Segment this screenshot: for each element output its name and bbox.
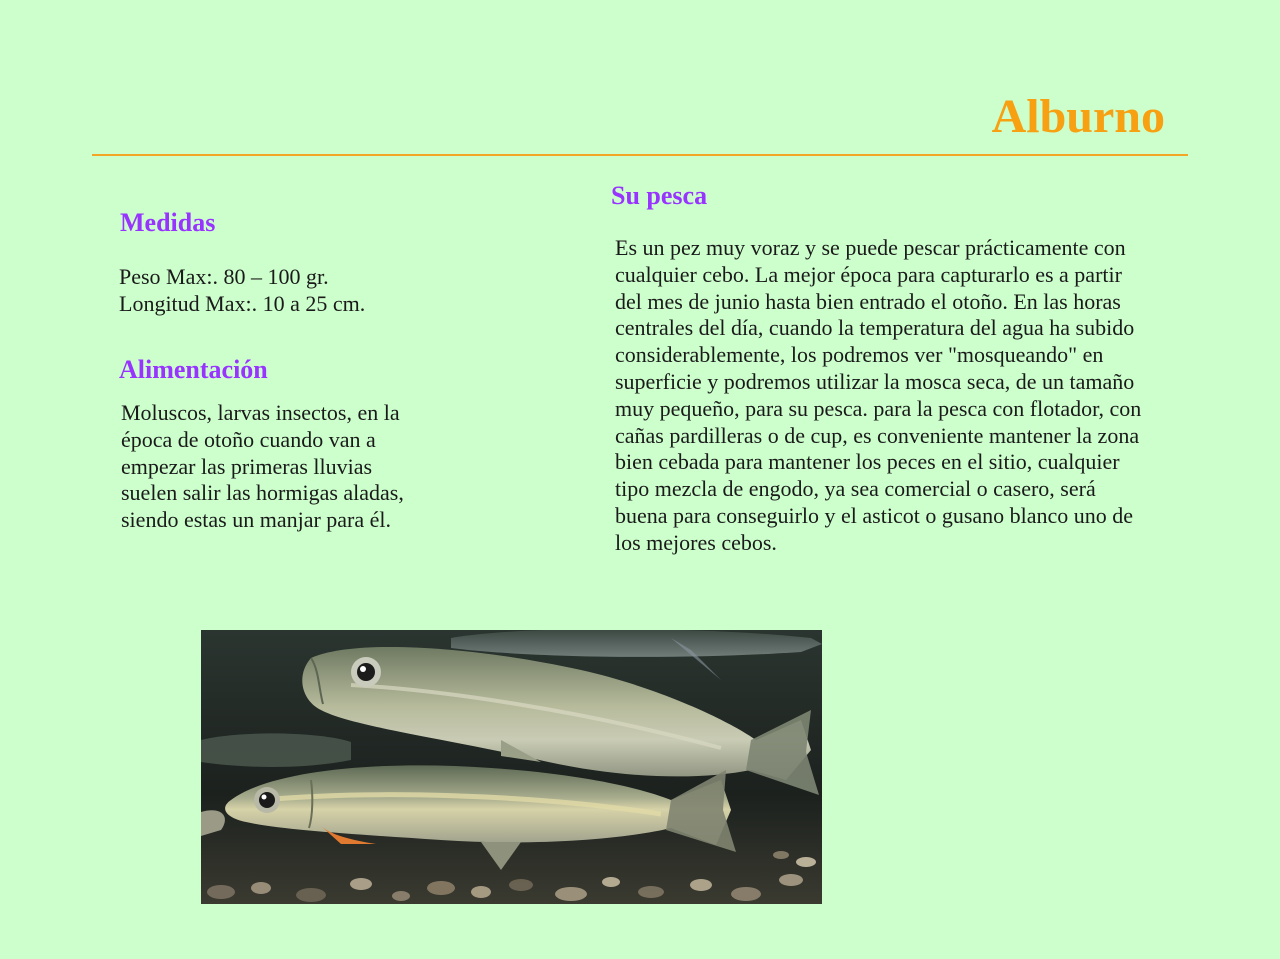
- medidas-line: Longitud Max:. 10 a 25 cm.: [119, 290, 366, 316]
- alimentacion-line: siendo estas un manjar para él.: [121, 507, 392, 533]
- alimentacion-line: empezar las primeras lluvias: [121, 453, 373, 479]
- pesca-line: tipo mezcla de engodo, ya sea comercial o casero, será: [615, 476, 1096, 502]
- pesca-line: superficie y podremos utilizar la mosca seca, de un tamaño: [615, 368, 1135, 394]
- pesca-line: los mejores cebos.: [615, 529, 777, 555]
- pesca-line: bien cebada para mantener los peces en el sitio, cualquier: [615, 449, 1120, 475]
- alimentacion-text: [121, 400, 451, 534]
- pesca-line: cualquier cebo. La mejor época para capturarlo es a partir: [615, 261, 1122, 287]
- pesca-line: buena para conseguirlo y el asticot o gusano blanco uno de: [615, 502, 1134, 528]
- alimentacion-line: época de otoño cuando van a: [121, 426, 376, 452]
- pesca-line: muy pequeño, para su pesca. para la pesca con flotador, con: [615, 395, 1142, 421]
- pesca-text: [615, 235, 1215, 557]
- medidas-line: Peso Max:. 80 – 100 gr.: [119, 264, 329, 289]
- pesca-line: cañas pardilleras o de cup, es conveniente mantener la zona: [615, 422, 1140, 448]
- medidas-heading: Medidas: [120, 208, 216, 237]
- pesca-line: Es un pez muy voraz y se puede pescar prácticamente con: [615, 235, 1126, 260]
- alimentacion-line: Moluscos, larvas insectos, en la: [121, 400, 400, 425]
- title-divider: [92, 154, 1188, 156]
- page-title: Alburno: [991, 90, 1165, 143]
- alimentacion-line: suelen salir las hormigas aladas,: [121, 480, 404, 506]
- alimentacion-heading: Alimentación: [119, 355, 268, 384]
- fish-photo: [201, 630, 822, 904]
- fish-illustration: [201, 630, 822, 904]
- pesca-line: del mes de junio hasta bien entrado el otoño. En las horas: [615, 288, 1121, 314]
- medidas-text: [119, 264, 479, 318]
- pesca-line: considerablemente, los podremos ver "mosqueando" en: [615, 342, 1104, 368]
- pesca-line: centrales del día, cuando la temperatura del agua ha subido: [615, 315, 1135, 341]
- pesca-heading: Su pesca: [611, 181, 708, 210]
